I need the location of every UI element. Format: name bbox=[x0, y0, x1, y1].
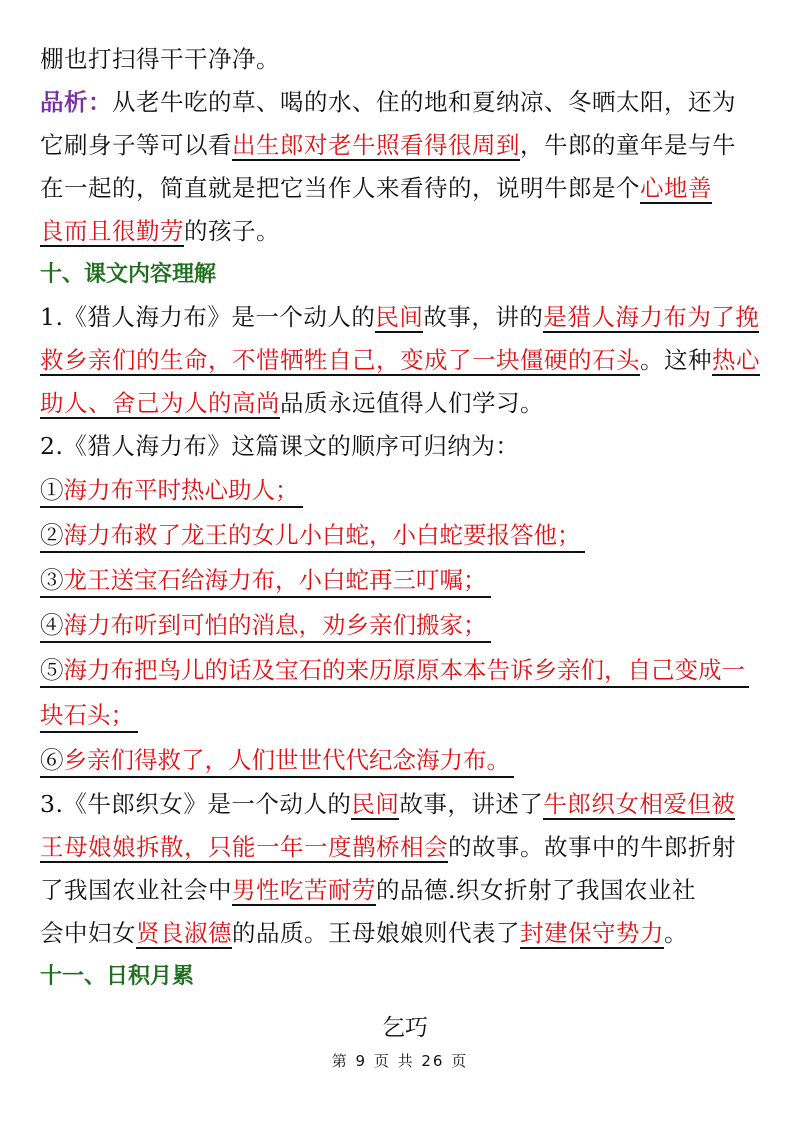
text: 1.《猎人海力布》是一个动人的 bbox=[40, 303, 376, 331]
answer-highlight: 良而且很勤劳 bbox=[40, 217, 184, 245]
answer-highlight: 民间 bbox=[351, 790, 400, 818]
q2-line bbox=[40, 425, 770, 468]
list-item bbox=[40, 603, 770, 648]
text: 品质永远值得人们学习。 bbox=[280, 389, 544, 417]
q1-line-2 bbox=[40, 339, 770, 382]
text: 它刷身子等可以看 bbox=[40, 131, 232, 159]
list-item bbox=[40, 558, 770, 603]
paragraph-line bbox=[40, 38, 770, 81]
item-number: ⑤ bbox=[40, 656, 64, 684]
text: 的品德.织女折射了我国农业社 bbox=[376, 876, 696, 904]
analysis-line-3 bbox=[40, 167, 770, 210]
item-number: ② bbox=[40, 521, 64, 549]
text: 在一起的，简直就是把它当作人来看待的，说明牛郎是个 bbox=[40, 174, 640, 202]
text: 故事，讲的 bbox=[423, 303, 544, 331]
answer-highlight: 助人、舍己为人的高尚 bbox=[40, 389, 280, 417]
list-item-continuation bbox=[40, 693, 770, 738]
answer-highlight: 心地善 bbox=[640, 174, 712, 202]
answer-highlight: 封建保守势力 bbox=[520, 919, 664, 947]
text: 故事，讲述了 bbox=[399, 790, 544, 818]
text: 3.《牛郎织女》是一个动人的 bbox=[40, 790, 352, 818]
q1-line-1 bbox=[40, 296, 770, 339]
item-text: 海力布救了龙王的女儿小白蛇，小白蛇要报答他； bbox=[63, 521, 581, 549]
q3-line-4 bbox=[40, 912, 770, 955]
item-text: 块石头； bbox=[40, 701, 134, 729]
q3-line-2 bbox=[40, 826, 770, 869]
section-heading: 十、课文内容理解 bbox=[40, 262, 217, 287]
item-text: 海力布平时热心助人； bbox=[63, 476, 299, 504]
list-item bbox=[40, 738, 770, 783]
text: 从老牛吃的草、喝的水、住的地和夏纳凉、冬晒太阳，还为 bbox=[112, 88, 736, 116]
item-text: 海力布把鸟儿的话及宝石的来历原原本本告诉乡亲们，自己变成一 bbox=[63, 656, 745, 684]
answer-highlight: 是猎人海力布为了挽 bbox=[543, 303, 760, 331]
text: 的故事。故事中的牛郎折射 bbox=[448, 833, 736, 861]
answer-highlight: 热心 bbox=[712, 346, 760, 374]
text: 。 bbox=[664, 919, 688, 947]
answer-highlight: 王母娘娘拆散，只能一年一度鹊桥相会 bbox=[40, 833, 448, 861]
text: 了我国农业社会中 bbox=[40, 876, 232, 904]
q3-line-1 bbox=[40, 783, 770, 826]
answer-highlight: 牛郎织女相爱但被 bbox=[543, 790, 736, 818]
item-number: ④ bbox=[40, 611, 64, 639]
poem-title: 乞巧 bbox=[382, 1015, 428, 1041]
document-page bbox=[40, 38, 770, 1048]
analysis-line-4 bbox=[40, 210, 770, 253]
section-heading: 十一、日积月累 bbox=[40, 964, 195, 989]
answer-highlight: 男性吃苦耐劳 bbox=[232, 876, 376, 904]
item-number: ③ bbox=[40, 566, 64, 594]
item-text: 乡亲们得救了，人们世世代代纪念海力布。 bbox=[63, 746, 510, 774]
answer-highlight: 出生郎对老牛照看得很周到 bbox=[232, 131, 520, 159]
list-item bbox=[40, 468, 770, 513]
item-number: ① bbox=[40, 476, 64, 504]
text: 会中妇女 bbox=[40, 919, 136, 947]
list-item bbox=[40, 513, 770, 558]
item-text: 龙王送宝石给海力布，小白蛇再三叮嘱； bbox=[63, 566, 487, 594]
text: 2.《猎人海力布》这篇课文的顺序可归纳为： bbox=[40, 432, 520, 460]
text: 的品质。王母娘娘则代表了 bbox=[232, 919, 520, 947]
analysis-line-1 bbox=[40, 81, 770, 124]
text: ，牛郎的童年是与牛 bbox=[520, 131, 736, 159]
analysis-line-2 bbox=[40, 124, 770, 167]
q1-line-3 bbox=[40, 382, 770, 425]
item-number: ⑥ bbox=[40, 746, 64, 774]
text: 。这种 bbox=[640, 346, 712, 374]
item-text: 海力布听到可怕的消息，劝乡亲们搬家； bbox=[63, 611, 487, 639]
list-item bbox=[40, 648, 770, 693]
analysis-label: 品析： bbox=[40, 88, 112, 116]
text: 的孩子。 bbox=[184, 217, 280, 245]
page-footer: 第 9 页 共 26 页 bbox=[331, 1052, 469, 1070]
text: 棚也打扫得干干净净。 bbox=[40, 45, 280, 73]
answer-highlight: 民间 bbox=[375, 303, 424, 331]
answer-highlight: 贤良淑德 bbox=[136, 919, 232, 947]
answer-highlight: 救乡亲们的生命，不惜牺牲自己，变成了一块僵硬的石头 bbox=[40, 346, 640, 374]
q3-line-3 bbox=[40, 869, 770, 912]
